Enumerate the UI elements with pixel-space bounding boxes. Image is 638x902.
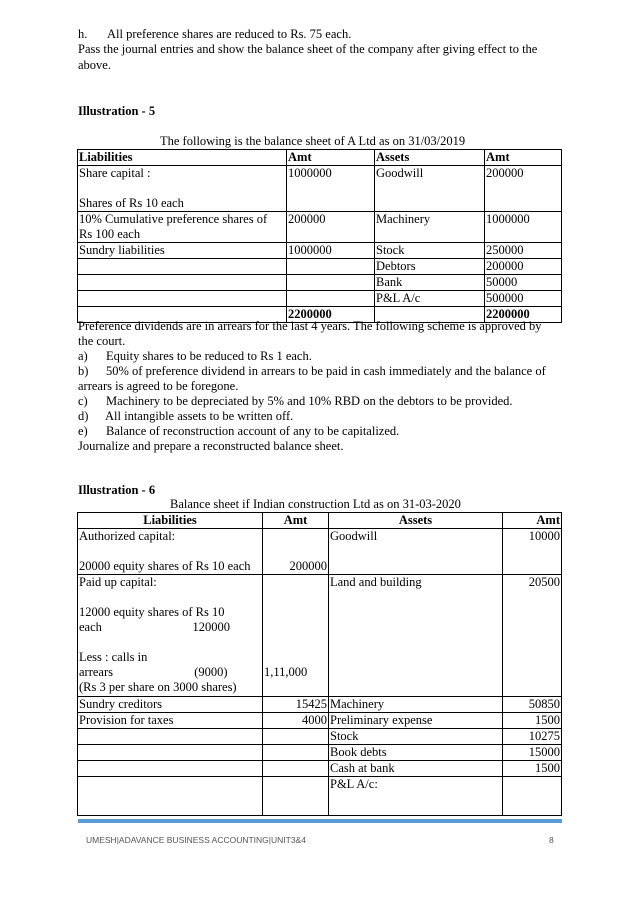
scheme-item-text: 50% of preference dividend in arrears to be paid in cash immediately and the balance of — [106, 364, 546, 378]
table-cell — [263, 745, 329, 761]
header-assets: Assets — [375, 150, 485, 166]
table-cell — [287, 259, 375, 275]
instruction-line-2: above. — [78, 58, 111, 72]
table-row — [78, 212, 562, 243]
table-cell: Sundry creditors — [78, 697, 263, 713]
scheme-item-text: All intangible assets to be written off. — [105, 409, 294, 423]
table-cell: Land and building — [329, 575, 503, 697]
scheme-item-label: a) — [78, 349, 88, 363]
scheme-item-b — [78, 364, 546, 379]
table-cell: 200000 — [485, 259, 562, 275]
table-cell: P&L A/c: — [329, 777, 503, 816]
table-cell: 15000 — [503, 745, 562, 761]
table-cell — [78, 777, 263, 816]
total-liabilities: 2200000 — [287, 307, 375, 323]
item-h-label: h. — [78, 27, 88, 41]
table-cell: 1000000 — [287, 243, 375, 259]
table-cell: Bank — [375, 275, 485, 291]
table-cell: Debtors — [375, 259, 485, 275]
table-cell: 200000 — [287, 212, 375, 243]
table-cell: Stock — [375, 243, 485, 259]
scheme-intro-line-1: Preference dividends are in arrears for the last 4 years. The following scheme is approved by — [78, 319, 542, 333]
balance-sheet-table-5 — [77, 149, 562, 323]
scheme-item-text: Equity shares to be reduced to Rs 1 each. — [106, 349, 312, 363]
scheme-item-e — [78, 424, 400, 439]
table-cell — [263, 777, 329, 816]
table-cell: Machinery — [375, 212, 485, 243]
footer-course-title: UMESH|ADAVANCE BUSINESS ACCOUNTING|UNIT3&4 — [86, 835, 306, 845]
table-row — [78, 575, 562, 697]
illustration-5-caption: The following is the balance sheet of A Ltd as on 31/03/2019 — [160, 134, 466, 148]
scheme-item-a — [78, 349, 312, 364]
scheme-item-label: e) — [78, 424, 88, 438]
scheme-intro-line-2: the court. — [78, 334, 126, 348]
header-amt: Amt — [287, 150, 375, 166]
table-cell: 1000000 — [485, 212, 562, 243]
table-row — [78, 275, 562, 291]
scheme-item-text: Balance of reconstruction account of any to be capitalized. — [106, 424, 400, 438]
illustration-6-heading: Illustration - 6 — [78, 483, 156, 497]
scheme-item-text: arrears is agreed to be foregone. — [78, 379, 239, 393]
balance-sheet-table-6 — [77, 512, 562, 816]
table-cell: Stock — [329, 729, 503, 745]
instruction-line-1: Pass the journal entries and show the balance sheet of the company after giving effect to the — [78, 42, 538, 56]
table-header-row — [78, 150, 562, 166]
header-amt: Amt — [503, 513, 562, 529]
scheme-item-label: b) — [78, 364, 89, 378]
table-cell: 10% Cumulative preference shares of Rs 100 each — [78, 212, 287, 243]
table-cell — [78, 745, 263, 761]
header-liabilities: Liabilities — [78, 150, 287, 166]
table-cell: 50000 — [485, 275, 562, 291]
table-cell: Preliminary expense — [329, 713, 503, 729]
table-cell — [263, 761, 329, 777]
scheme-item-c — [78, 394, 513, 409]
table-cell: 1,11,000 — [263, 575, 329, 697]
table-cell: Sundry liabilities — [78, 243, 287, 259]
header-amt: Amt — [263, 513, 329, 529]
header-liabilities: Liabilities — [78, 513, 263, 529]
table-row — [78, 761, 562, 777]
table-cell — [78, 761, 263, 777]
table-cell: Authorized capital: 20000 equity shares of Rs 10 each — [78, 529, 263, 575]
table-cell: 1000000 — [287, 166, 375, 212]
table-cell — [78, 291, 287, 307]
table-row — [78, 777, 562, 816]
table-cell — [78, 259, 287, 275]
table-cell: Book debts — [329, 745, 503, 761]
header-amt: Amt — [485, 150, 562, 166]
scheme-item-label: d) — [78, 409, 89, 423]
table-cell: Share capital : Shares of Rs 10 each — [78, 166, 287, 212]
table-cell: 4000 — [263, 713, 329, 729]
header-assets: Assets — [329, 513, 503, 529]
table-row — [78, 745, 562, 761]
table-cell: 1500 — [503, 713, 562, 729]
scheme-item-d — [78, 409, 294, 424]
table-header-row — [78, 513, 562, 529]
scheme-final-instruction: Journalize and prepare a reconstructed balance sheet. — [78, 439, 344, 453]
scheme-item-b-continued — [78, 379, 238, 394]
table-cell — [287, 275, 375, 291]
table-row — [78, 259, 562, 275]
table-row — [78, 713, 562, 729]
item-h-text: All preference shares are reduced to Rs. 75 each. — [107, 27, 352, 41]
table-cell: Provision for taxes — [78, 713, 263, 729]
table-cell: Goodwill — [329, 529, 503, 575]
table-cell — [503, 777, 562, 816]
table-row — [78, 729, 562, 745]
table-cell: 200000 — [485, 166, 562, 212]
table-cell: 10275 — [503, 729, 562, 745]
total-assets: 2200000 — [485, 307, 562, 323]
footer-rule — [78, 819, 562, 823]
table-row — [78, 529, 562, 575]
table-cell: P&L A/c — [375, 291, 485, 307]
table-cell: 50850 — [503, 697, 562, 713]
table-row — [78, 291, 562, 307]
illustration-6-caption: Balance sheet if Indian construction Ltd as on 31-03-2020 — [170, 497, 461, 511]
table-row — [78, 697, 562, 713]
table-cell — [78, 729, 263, 745]
scheme-item-text: Machinery to be depreciated by 5% and 10% RBD on the debtors to be provided. — [106, 394, 513, 408]
illustration-5-heading: Illustration - 5 — [78, 104, 156, 118]
table-cell: Paid up capital: 12000 equity shares of Rs 10 each 120000 Less : calls in arrears (9000) (Rs 3 per share on 3000 shares) — [78, 575, 263, 697]
table-cell: 10000 — [503, 529, 562, 575]
scheme-item-label: c) — [78, 394, 88, 408]
table-cell: 200000 — [263, 529, 329, 575]
page-number: 8 — [549, 835, 554, 845]
table-cell: 15425 — [263, 697, 329, 713]
table-cell — [287, 291, 375, 307]
table-cell: 20500 — [503, 575, 562, 697]
table-cell: Machinery — [329, 697, 503, 713]
table-cell — [78, 275, 287, 291]
table-row — [78, 166, 562, 212]
table-row — [78, 243, 562, 259]
table-cell — [263, 729, 329, 745]
table-cell: Goodwill — [375, 166, 485, 212]
item-h — [78, 27, 352, 42]
table-cell: 250000 — [485, 243, 562, 259]
table-cell: 500000 — [485, 291, 562, 307]
table-cell: Cash at bank — [329, 761, 503, 777]
table-cell: 1500 — [503, 761, 562, 777]
